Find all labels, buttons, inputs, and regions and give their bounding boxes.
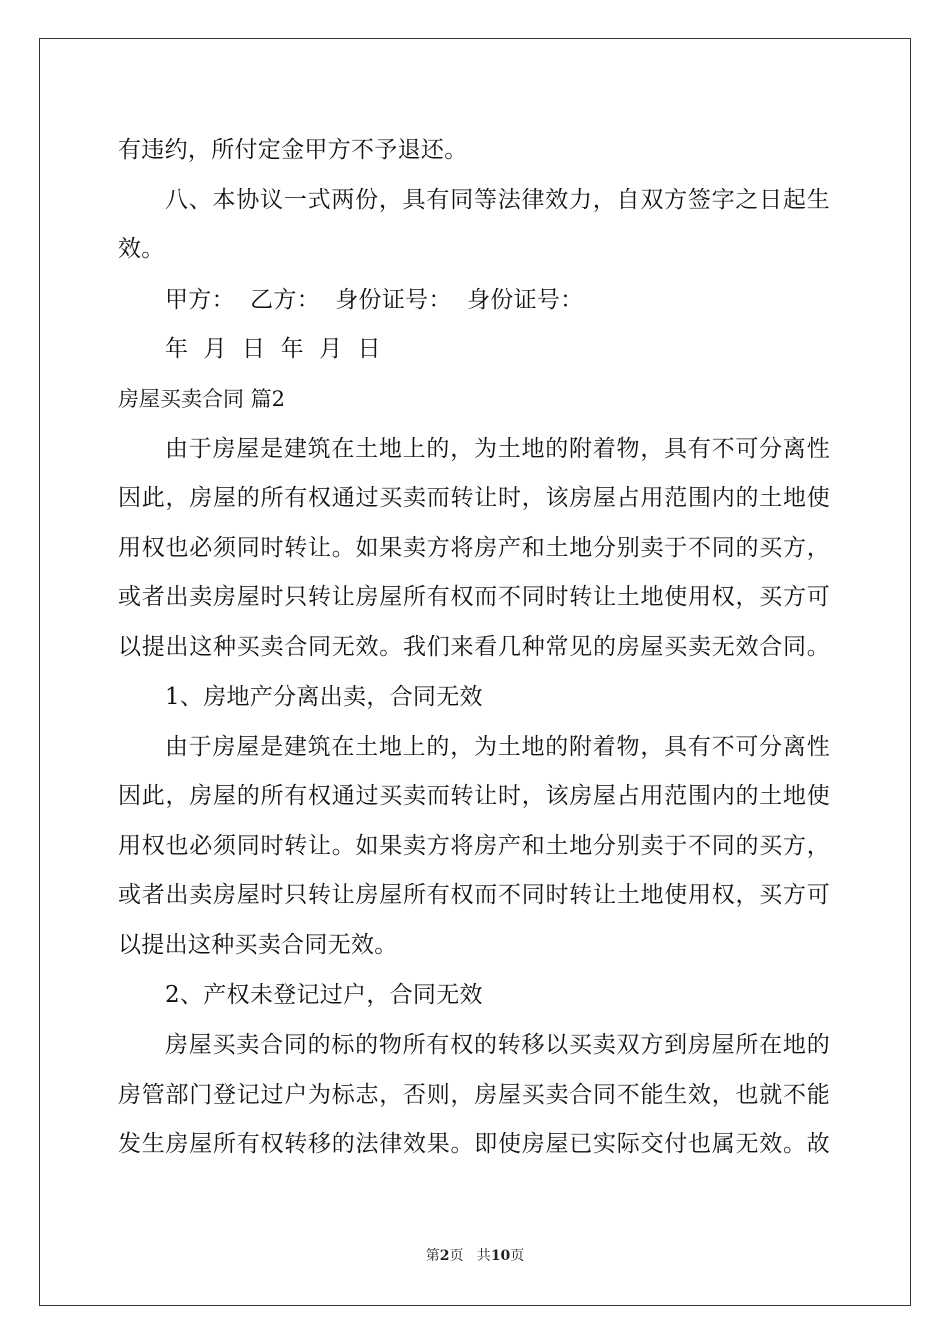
date-line: 年 月 日 年 月 日 [165,336,381,362]
text-line: 由于房屋是建筑在土地上的，为土地的附着物，具有不可分离性 [165,734,830,760]
footer-prefix: 第 [425,1248,440,1264]
page-number: 2 [439,1248,450,1264]
text-line: 以提出这种买卖合同无效。 [118,932,398,958]
text-line: 房屋买卖合同的标的物所有权的转移以买卖双方到房屋所在地的 [165,1032,830,1058]
text-line: 效。 [118,236,165,262]
text-line: 八、本协议一式两份，具有同等法律效力，自双方签字之日起生 [165,187,830,213]
subheading: 2、产权未登记过户，合同无效 [165,982,483,1008]
footer-suffix: 页 [510,1248,525,1264]
text-line: 发生房屋所有权转移的法律效果。即使房屋已实际交付也属无效。故 [118,1131,830,1157]
text-line: 或者出卖房屋时只转让房屋所有权而不同时转让土地使用权，买方可 [118,882,830,908]
text-line: 房管部门登记过户为标志，否则，房屋买卖合同不能生效，也就不能 [118,1082,830,1108]
footer-mid: 页 共 [449,1248,491,1264]
section-heading: 房屋买卖合同 篇2 [118,387,286,411]
signature-line: 甲方： 乙方： 身份证号： 身份证号： [165,287,584,313]
text-line: 有违约，所付定金甲方不予退还。 [118,137,468,163]
text-line: 因此，房屋的所有权通过买卖而转让时，该房屋占用范围内的土地使 [118,783,830,809]
text-line: 用权也必须同时转让。如果卖方将房产和土地分别卖于不同的买方， [118,833,830,859]
text-line: 用权也必须同时转让。如果卖方将房产和土地分别卖于不同的买方， [118,535,830,561]
page-border [39,38,911,1306]
text-line: 由于房屋是建筑在土地上的，为土地的附着物，具有不可分离性 [165,436,830,462]
text-line: 因此，房屋的所有权通过买卖而转让时，该房屋占用范围内的土地使 [118,485,830,511]
page-footer [0,1245,950,1265]
text-line: 或者出卖房屋时只转让房屋所有权而不同时转让土地使用权，买方可 [118,584,830,610]
page-total: 10 [490,1248,511,1264]
text-line: 以提出这种买卖合同无效。我们来看几种常见的房屋买卖无效合同。 [118,634,830,660]
subheading: 1、房地产分离出卖，合同无效 [165,684,483,710]
